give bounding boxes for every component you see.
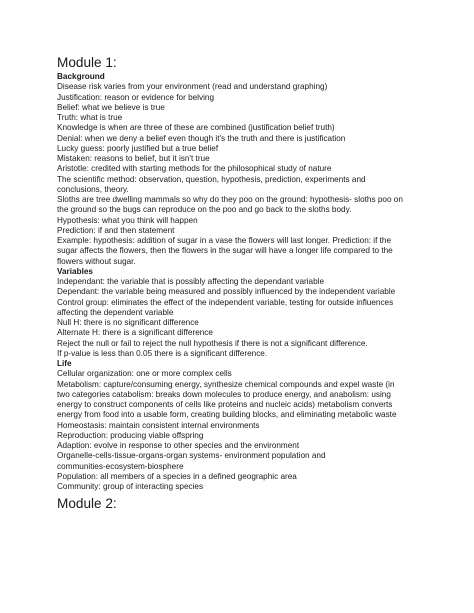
life-line-9: Organelle-cells-tissue-organs-organ systems- environment population and — [57, 451, 326, 461]
background-line-9: Aristotle: credited with starting methods for the philosophical study of nature — [57, 164, 332, 174]
background-line-14: Hypothesis: what you think will happen — [57, 215, 198, 225]
life-heading: Life — [57, 359, 72, 368]
background-line-16: Example: hypothesis: addition of sugar in a vase the flowers will last longer. Prediction: if the — [57, 236, 392, 245]
life-line-1: Cellular organization: one or more complex cells — [57, 369, 232, 379]
variables-line-5: Null H: there is no significant difference — [57, 318, 199, 327]
life-line-6: Homeostasis: maintain consistent internal environments — [57, 420, 260, 430]
background-line-17: sugar affects the flowers, then the flowers in the sugar will have a longer life compared to the — [57, 246, 393, 256]
variables-heading: Variables — [57, 266, 93, 276]
background-line-15: Prediction: if and then statement — [57, 225, 175, 235]
background-line-3: Belief: what we believe is true — [57, 102, 165, 112]
background-line-10: The scientific method: observation, question, hypothesis, prediction, experiments and — [57, 174, 366, 184]
background-section — [57, 72, 427, 267]
background-line-4: Truth: what is true — [57, 113, 123, 122]
background-line-6: Denial: when we deny a belief even though it's the truth and there is justification — [57, 133, 346, 143]
background-line-2: Justification: reason or evidence for belving — [57, 92, 215, 102]
life-line-5: energy from food into a usable form, creating building blocks, and eliminating metabolic waste — [57, 410, 397, 420]
life-line-11: Population: all members of a species in a defined geographic area — [57, 471, 297, 481]
background-line-1: Disease risk varies from your environment (read and understand graphing) — [57, 82, 328, 92]
life-section — [57, 359, 427, 492]
document-page — [57, 54, 427, 512]
variables-line-3: Control group: eliminates the effect of the independent variable, testing for outside influences — [57, 297, 394, 307]
variables-line-8: If p-value is less than 0.05 there is a significant difference. — [57, 348, 268, 358]
variables-line-1: Independant: the variable that is possibly affecting the dependant variable — [57, 277, 325, 286]
background-line-11: conclusions, theory. — [57, 184, 129, 194]
life-line-10: communities-ecosystem-biosphere — [57, 461, 184, 471]
life-line-4: energy to construct components of cells like proteins and nucleic acids) metabolism converts — [57, 400, 393, 409]
background-line-12: Sloths are tree dwelling mammals so why do they poo on the ground: hypothesis- sloths poo on — [57, 195, 403, 204]
background-heading: Background — [57, 72, 105, 81]
background-line-5: Knowledge is when are three of these are combined (justification belief truth) — [57, 123, 335, 133]
module-2-title: Module 2: — [57, 496, 117, 512]
background-line-13: the ground so the bugs can reproduce on the poo and go back to the sloths body. — [57, 205, 352, 215]
variables-line-4: affecting the dependent variable — [57, 307, 174, 317]
variables-line-2: Dependant: the variable being measured and possibly influenced by the independent variable — [57, 287, 396, 297]
background-line-7: Lucky guess: poorly justified but a true belief — [57, 143, 219, 153]
variables-line-7: Reject the null or fail to reject the null hypothesis if there is not a significant difference. — [57, 338, 368, 348]
module-1-title: Module 1: — [57, 55, 117, 70]
background-line-8: Mistaken: reasons to belief, but it isn't true — [57, 154, 210, 163]
life-line-3: two categories catabolism: breaks down molecules to produce energy, and anabolism: using — [57, 389, 391, 399]
background-line-18: flowers without sugar. — [57, 256, 136, 266]
variables-line-6: Alternate H: there is a significant difference — [57, 328, 213, 338]
variables-section — [57, 267, 427, 359]
life-line-7: Reproduction: producing viable offspring — [57, 430, 204, 440]
life-line-8: Adaption: evolve in response to other species and the environment — [57, 441, 300, 450]
life-line-12: Community: group of interacting species — [57, 482, 204, 491]
life-line-2: Metabolism: capture/consuming energy, synthesize chemical compounds and expel waste (in — [57, 379, 395, 389]
